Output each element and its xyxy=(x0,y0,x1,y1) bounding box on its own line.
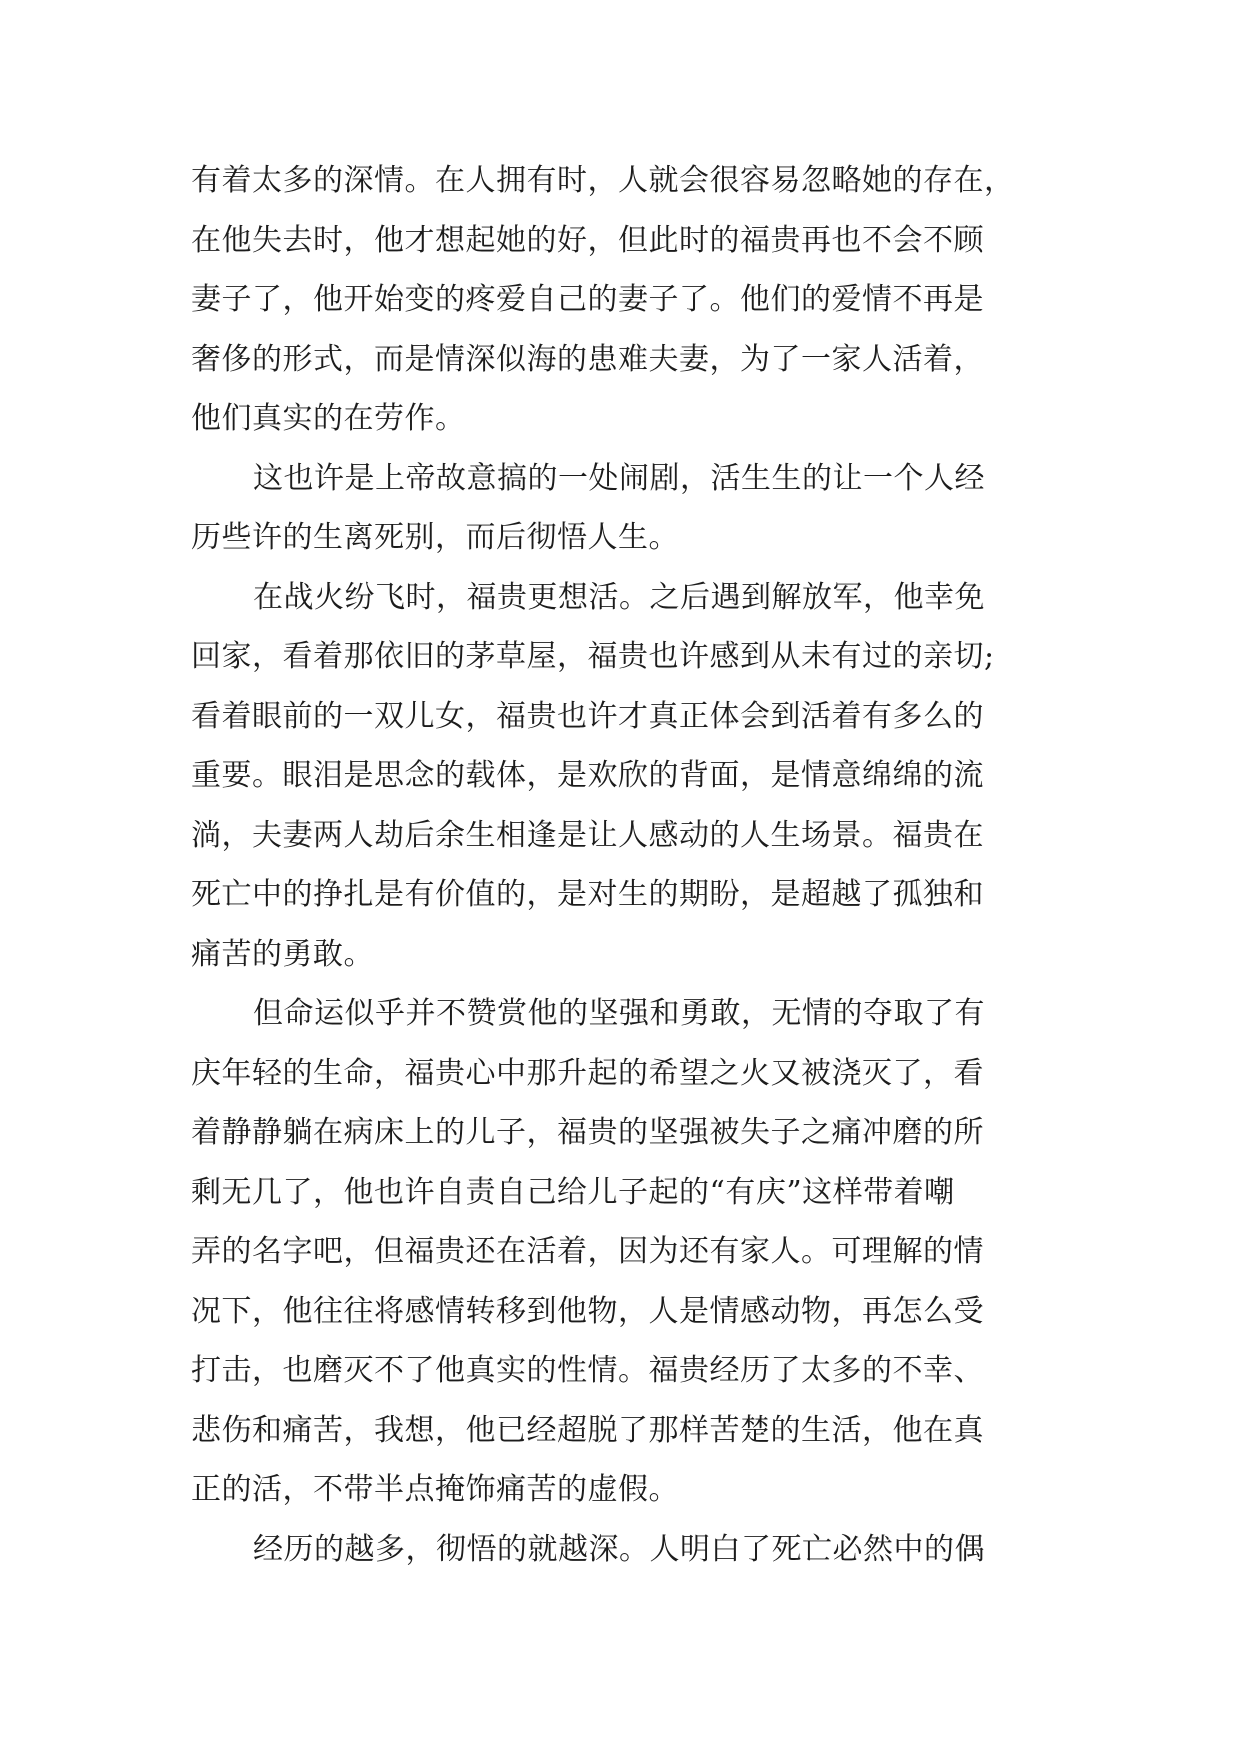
text-line: 着静静躺在病床上的儿子，福贵的坚强被失子之痛冲磨的所 xyxy=(191,1115,984,1150)
text-line: 弄的名字吧，但福贵还在活着，因为还有家人。可理解的情 xyxy=(191,1234,984,1269)
paragraph-5 xyxy=(191,1520,1071,1580)
text-line: 在战火纷飞时，福贵更想活。之后遇到解放军，他幸免 xyxy=(253,579,985,615)
text-line: 重要。眼泪是思念的载体，是欢欣的背面，是情意绵绵的流 xyxy=(191,758,984,793)
paragraph-4 xyxy=(191,984,1071,1520)
text-line: 他们真实的在劳作。 xyxy=(191,401,466,436)
paragraph-3 xyxy=(191,568,1071,985)
text-line: 打击，也磨灭不了他真实的性情。福贵经历了太多的不幸、 xyxy=(191,1353,984,1388)
text-line: 历些许的生离死别，而后彻悟人生。 xyxy=(191,520,679,555)
text-line: 庆年轻的生命，福贵心中那升起的希望之火又被浇灭了，看 xyxy=(191,1055,984,1091)
body-text xyxy=(191,151,1071,1579)
text-line: 正的活，不带半点掩饰痛苦的虚假。 xyxy=(191,1472,679,1507)
text-line: 在他失去时，他才想起她的好，但此时的福贵再也不会不顾 xyxy=(191,222,984,258)
text-line: 但命运似乎并不赞赏他的坚强和勇敢，无情的夺取了有 xyxy=(253,996,985,1031)
text-line: 悲伤和痛苦，我想，他已经超脱了那样苦楚的生活，他在真 xyxy=(191,1412,984,1448)
text-line: 有着太多的深情。在人拥有时，人就会很容易忽略她的存在， xyxy=(191,163,1015,198)
text-line: 痛苦的勇敢。 xyxy=(191,936,374,972)
text-line: 死亡中的挣扎是有价值的，是对生的期盼，是超越了孤独和 xyxy=(191,877,984,912)
text-line: 看着眼前的一双儿女，福贵也许才真正体会到活着有多么的 xyxy=(191,698,984,734)
text-line: 经历的越多，彻悟的就越深。人明白了死亡必然中的偶 xyxy=(253,1531,985,1567)
paragraph-1 xyxy=(191,151,1071,449)
text-line: 这也许是上帝故意搞的一处闹剧，活生生的让一个人经 xyxy=(253,460,985,496)
text-line: 奢侈的形式，而是情深似海的患难夫妻，为了一家人活着， xyxy=(191,341,984,377)
text-line: 回家，看着那依旧的茅草屋，福贵也许感到从未有过的亲切; xyxy=(191,639,995,674)
text-line: 况下，他往往将感情转移到他物，人是情感动物，再怎么受 xyxy=(191,1293,984,1329)
text-line: 淌，夫妻两人劫后余生相逢是让人感动的人生场景。福贵在 xyxy=(191,817,984,853)
text-line: 剩无几了，他也许自责自己给儿子起的“有庆”这样带着嘲 xyxy=(191,1174,955,1210)
text-line: 妻子了，他开始变的疼爱自己的妻子了。他们的爱情不再是 xyxy=(191,282,984,317)
paragraph-2 xyxy=(191,449,1071,568)
